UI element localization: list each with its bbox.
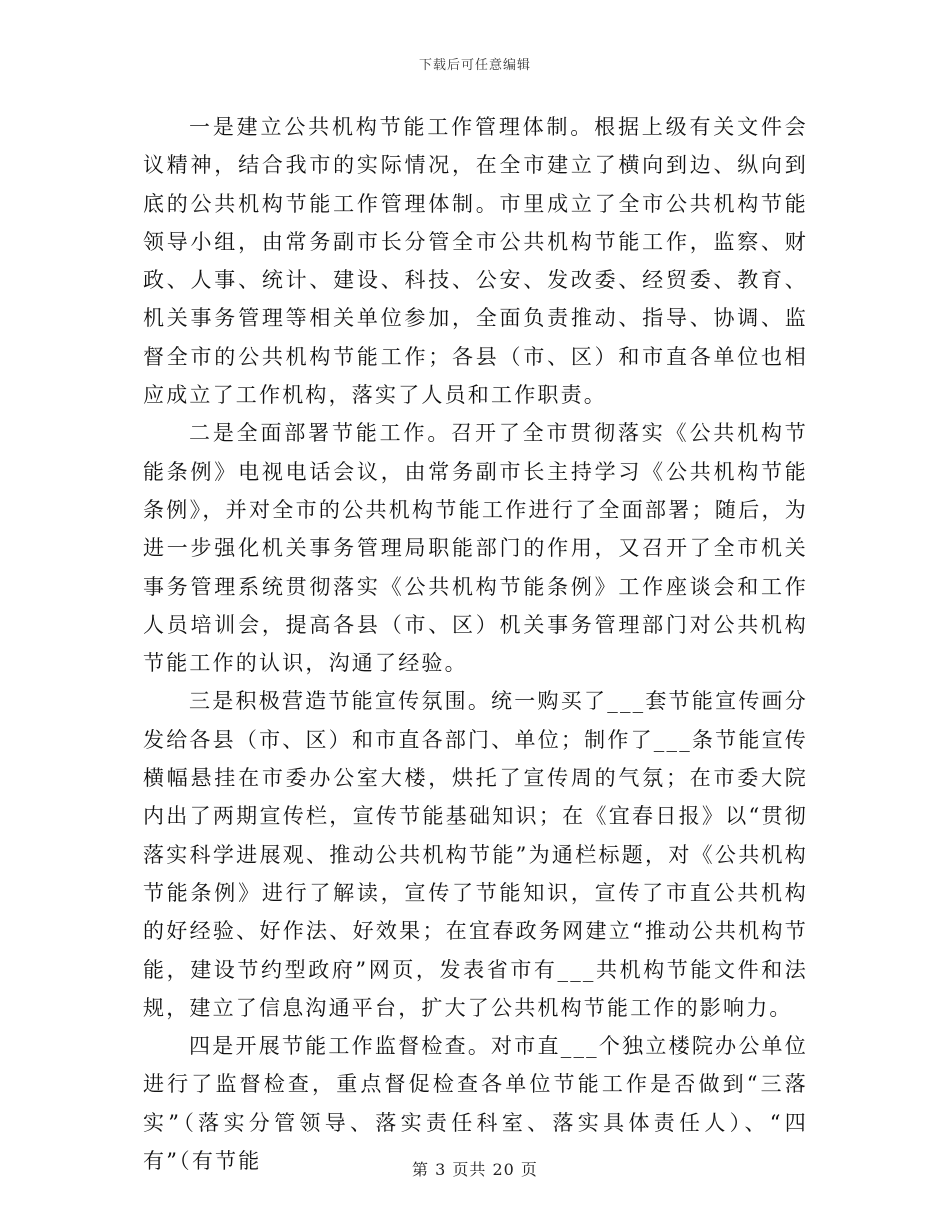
paragraph-1: 一是建立公共机构节能工作管理体制。根据上级有关文件会议精神，结合我市的实际情况，在全市建立了横向到边、纵向到底的公共机构节能工作管理体制。市里成立了全市公共机构节能领导小组，由常务副市长分管全市公共机构节能工作，监察、财政、人事、统计、建设、科技、公安、发改委、经贸委、教育、机关事务管理等相关单位参加，全面负责推动、指导、协调、监督全市的公共机构节能工作；各县（市、区）和市直各单位也相应成立了工作机构，落实了人员和工作职责。 <box>143 115 808 408</box>
document-body <box>143 108 808 1180</box>
paragraph-3: 三是积极营造节能宣传氛围。统一购买了___套节能宣传画分发给各县（市、区）和市直各部门、单位；制作了___条节能宣传横幅悬挂在市委办公室大楼，烘托了宣传周的气氛；在市委大院内出了两期宣传栏，宣传节能基础知识；在《宜春日报》以“贯彻落实科学进展观、推动公共机构节能”为通栏标题，对《公共机构节能条例》进行了解读，宣传了节能知识，宣传了市直公共机构的好经验、好作法、好效果；在宜春政务网建立“推动公共机构节能，建设节约型政府”网页，发表省市有___共机构节能文件和法规，建立了信息沟通平台，扩大了公共机构节能工作的影响力。 <box>143 689 808 1020</box>
paragraph-2: 二是全面部署节能工作。召开了全市贯彻落实《公共机构节能条例》电视电话会议，由常务副市长主持学习《公共机构节能条例》，并对全市的公共机构节能工作进行了全面部署；随后，为进一步强化机关事务管理局职能部门的作用，又召开了全市机关事务管理系统贯彻落实《公共机构节能条例》工作座谈会和工作人员培训会，提高各县（市、区）机关事务管理部门对公共机构节能工作的认识，沟通了经验。 <box>143 421 808 676</box>
paragraph-4: 四是开展节能工作监督检查。对市直___个独立楼院办公单位进行了监督检查，重点督促检查各单位节能工作是否做到“三落实”（落实分管领导、落实责任科室、落实具体责任人）、“四有”（有节能 <box>143 1034 808 1174</box>
page-number-footer: 第 3 页共 20 页 <box>412 1160 538 1179</box>
page-header: 下载后可任意编辑 <box>418 58 531 73</box>
